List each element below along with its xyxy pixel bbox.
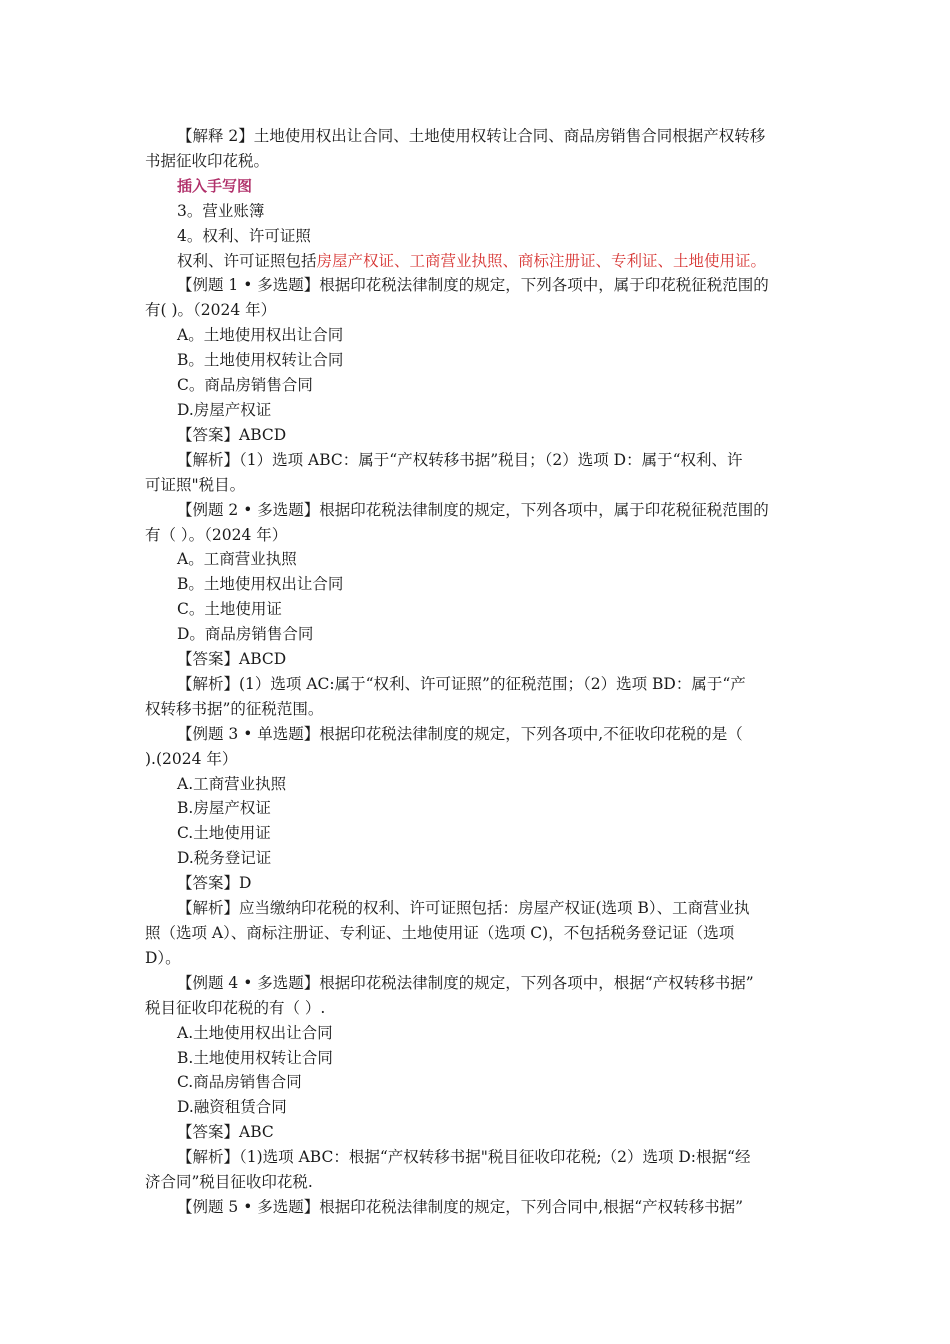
item-3-heading: 3。营业账簿	[177, 201, 265, 220]
example-4-analysis-line-1: 【解析】（1)选项 ABC：根据“产权转移书据"税目征收印花税;（2）选项 D:根据“经	[177, 1148, 751, 1167]
example-4-option-b: B.土地使用权转让合同	[177, 1048, 333, 1067]
explanation-2-line-1: 【解释 2】土地使用权出让合同、土地使用权转让合同、商品房销售合同根据产权转移	[177, 127, 766, 145]
example-1-analysis-line-1: 【解析】（1）选项 ABC：属于“产权转移书据”税目；（2）选项 D：属于“权利、许	[177, 450, 743, 469]
example-1-analysis-line-2: 可证照"税目。	[145, 475, 246, 494]
example-4-question-line-2: 税目征收印花税的有（ ）.	[145, 998, 326, 1017]
example-4-question-line-1: 【例题 4 • 多选题】根据印花税法律制度的规定，下列各项中，根据“产权转移书据”	[177, 973, 754, 992]
example-4-answer: 【答案】ABC	[177, 1123, 274, 1142]
example-3-analysis-line-2: 照（选项 A）、商标注册证、专利证、土地使用证（选项 C)，不包括税务登记证（选项	[145, 924, 735, 942]
example-1-option-c: C。商品房销售合同	[177, 376, 313, 395]
example-1-answer: 【答案】ABCD	[177, 425, 287, 444]
example-4-option-a: A.土地使用权出让合同	[177, 1023, 333, 1042]
example-3-answer: 【答案】D	[177, 874, 252, 893]
explanation-2-line-2: 书据征收印花税。	[145, 151, 270, 170]
example-4-option-d: D.融资租赁合同	[177, 1098, 287, 1117]
example-3-option-b: B.房屋产权证	[177, 799, 271, 818]
example-4-option-c: C.商品房销售合同	[177, 1073, 302, 1092]
example-2-option-a: A。工商营业执照	[177, 550, 297, 569]
licenses-highlight: 房屋产权证、工商营业执照、商标注册证、专利证、土地使用证。	[316, 251, 767, 270]
example-1-question-line-1: 【例题 1 • 多选题】根据印花税法律制度的规定，下列各项中，属于印花税征税范围的	[177, 276, 769, 295]
example-2-analysis-line-2: 权转移书据”的征税范围。	[145, 699, 324, 718]
example-2-answer: 【答案】ABCD	[177, 650, 287, 669]
example-1-option-a: A。土地使用权出让合同	[177, 326, 344, 345]
licenses-list-line	[145, 249, 810, 274]
example-3-option-a: A.工商营业执照	[177, 774, 287, 793]
example-3-question-line-1: 【例题 3 • 单选题】根据印花税法律制度的规定，下列各项中,不征收印花税的是（	[177, 724, 743, 743]
example-2-option-b: B。土地使用权出让合同	[177, 575, 344, 594]
example-5-question-line-1: 【例题 5 • 多选题】根据印花税法律制度的规定，下列合同中,根据“产权转移书据”	[177, 1197, 744, 1216]
example-3-analysis-line-1: 【解析】应当缴纳印花税的权利、许可证照包括：房屋产权证(选项 B）、工商营业执	[177, 899, 750, 918]
example-1-option-b: B。土地使用权转让合同	[177, 351, 344, 370]
example-4-analysis-line-2: 济合同”税目征收印花税.	[145, 1173, 313, 1192]
example-2-question-line-1: 【例题 2 • 多选题】根据印花税法律制度的规定，下列各项中，属于印花税征税范围的	[177, 500, 769, 519]
item-4-heading: 4。权利、许可证照	[177, 226, 311, 245]
example-3-option-c: C.土地使用证	[177, 824, 271, 843]
example-2-question-line-2: 有（ ）。（2024 年）	[145, 525, 288, 544]
example-3-analysis-line-3: D）。	[145, 948, 181, 967]
example-2-option-c: C。土地使用证	[177, 600, 282, 619]
insert-handwriting-label: 插入手写图	[177, 176, 253, 195]
licenses-prefix: 权利、许可证照包括	[177, 251, 317, 270]
example-3-question-line-2: ).(2024 年）	[145, 749, 238, 768]
example-3-option-d: D.税务登记证	[177, 849, 272, 868]
example-2-option-d: D。商品房销售合同	[177, 625, 314, 644]
document-body	[145, 124, 810, 1220]
example-1-question-line-2: 有( )。（2024 年）	[145, 301, 277, 320]
example-1-option-d: D.房屋产权证	[177, 400, 272, 419]
example-2-analysis-line-1: 【解析】(1）选项 AC:属于“权利、许可证照”的征税范围；（2）选项 BD：属于“产	[177, 674, 746, 693]
